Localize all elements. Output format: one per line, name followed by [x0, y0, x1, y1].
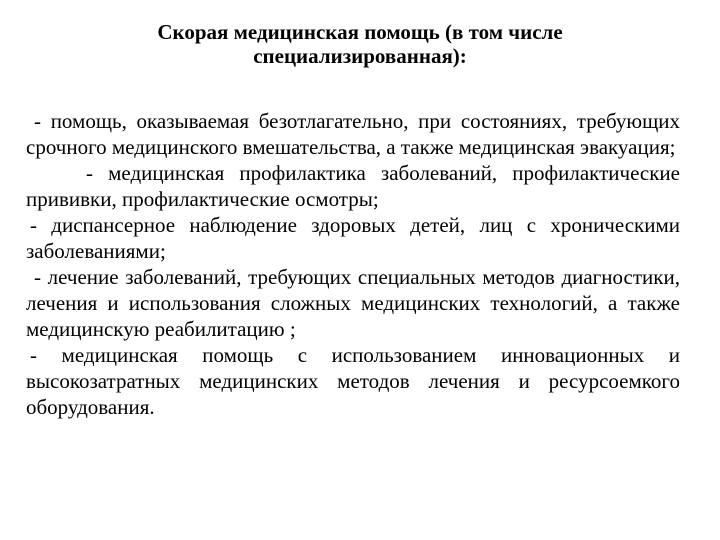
list-item: - диспансерное наблюдение здоровых детей, лиц с хроническими заболеваниями;: [26, 213, 680, 263]
slide-title: Скорая медицинская помощь (в том числе специализированная):: [157, 20, 563, 68]
list-item: - лечение заболеваний, требующих специальных методов диагностики, лечения и использования сложных медицинских технологий, а также медицинскую реабилитацию ;: [26, 265, 680, 341]
list-item: - помощь, оказываемая безотлагательно, при состояниях, требующих срочного медицинского вмешательства, а также медицинская эвакуация;: [26, 109, 680, 159]
list-item: - медицинская помощь с использованием инновационных и высокозатратных медицинских методов лечения и ресурсоемкого оборудования.: [26, 343, 680, 419]
slide-body: [26, 108, 680, 420]
list-item: - медицинская профилактика заболеваний, профилактические прививки, профилактические осмотры;: [26, 161, 680, 211]
